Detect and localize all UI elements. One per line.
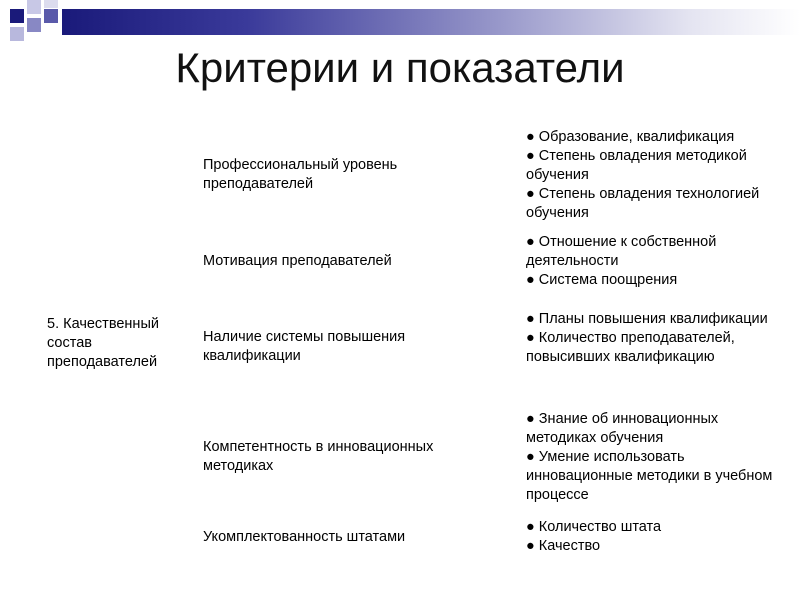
bullet-icon: ● [526,538,535,554]
bullet-icon: ● [526,330,535,346]
bullet-icon: ● [526,234,535,250]
list-item: ● Количество штата [526,519,662,535]
deco-square [44,9,58,23]
indicator-list [526,518,786,556]
indicator-list [526,128,786,223]
indicator-label: Укомплектованность штатами [203,529,406,545]
bullet-icon: ● [526,272,535,288]
deco-square [10,9,24,23]
indicator-label: Профессиональный уровень преподавателей [203,157,398,192]
list-item: ● Планы повышения квалификации [526,311,768,327]
page-title: Критерии и показатели [175,44,625,91]
indicator-list [526,410,786,505]
list-item: ● Знание об инновационных методиках обучения [526,411,719,446]
deco-square [44,0,58,8]
list-item: ● Система поощрения [526,272,678,288]
deco-square [10,27,24,41]
deco-square [27,18,41,32]
bullet-icon: ● [526,148,535,164]
list-item: ● Умение использовать инновационные методики в учебном процессе [526,449,773,503]
indicator-label: Мотивация преподавателей [203,253,392,269]
bullet-icon: ● [526,129,535,145]
list-item: ● Степень овладения методикой обучения [526,148,747,183]
indicator-label: Компетентность в инновационных методиках [203,439,434,474]
bullet-icon: ● [526,311,535,327]
bullet-icon: ● [526,411,535,427]
bullet-icon: ● [526,186,535,202]
bullet-icon: ● [526,519,535,535]
list-item: ● Качество [526,538,601,554]
deco-square [27,0,41,14]
list-item: ● Отношение к собственной деятельности [526,234,717,269]
criterion-label: 5. Качественный состав преподавателей [47,316,159,370]
indicator-list [526,233,786,290]
list-item: ● Образование, квалификация [526,129,735,145]
indicator-list [526,310,786,367]
list-item: ● Степень овладения технологией обучения [526,186,760,221]
header-gradient-bar [62,9,800,35]
indicator-label: Наличие системы повышения квалификации [203,329,406,364]
bullet-icon: ● [526,449,535,465]
list-item: ● Количество преподавателей, повысивших квалификацию [526,330,735,365]
